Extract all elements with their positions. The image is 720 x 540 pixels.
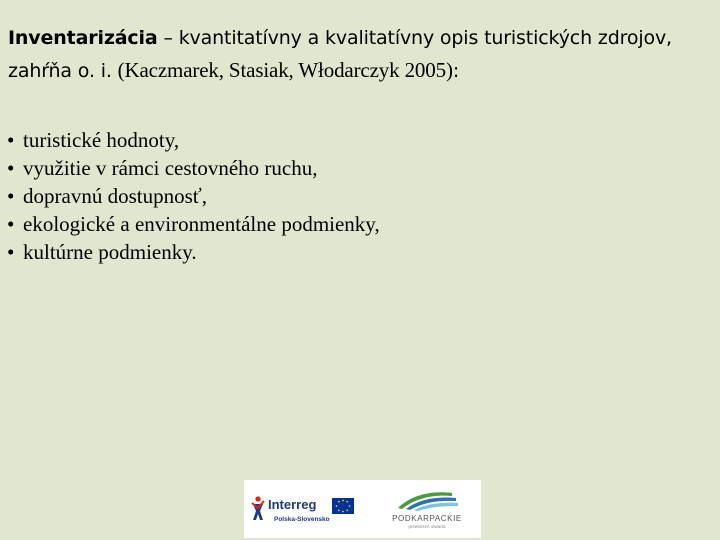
heading-dash: –: [157, 27, 179, 49]
slide-heading: [8, 22, 712, 87]
heading-term: Inventarizácia: [8, 27, 158, 49]
bullet-icon: •: [7, 184, 15, 208]
list-item: [7, 126, 380, 154]
interreg-subtitle: Polska-Slovensko: [274, 516, 330, 523]
interreg-figure-icon: [252, 496, 264, 520]
bullet-icon: •: [7, 156, 15, 180]
eu-flag-icon: [332, 498, 354, 514]
heading-definition: kvantitatívny a kvalitatívny opis turistických zdrojov, zahŕňa o. i.: [8, 27, 672, 82]
bullet-list: [7, 126, 380, 266]
heading-citation: (Kaczmarek, Stasiak, Włodarczyk 2005): [117, 58, 453, 82]
bullet-icon: •: [7, 240, 15, 264]
list-item: [7, 154, 380, 182]
footer-logo-strip: [244, 480, 481, 538]
list-item-text: kultúrne podmienky.: [23, 240, 197, 264]
list-item: [7, 238, 380, 266]
bullet-icon: •: [7, 212, 15, 236]
heading-colon: :: [452, 60, 460, 82]
podkarpackie-wave-icon: [398, 492, 458, 511]
interreg-logo: [250, 490, 360, 530]
list-item-text: turistické hodnoty,: [23, 128, 180, 152]
list-item-text: dopravnú dostupnosť,: [23, 184, 207, 208]
list-item: [7, 182, 380, 210]
podkarpackie-logo: [378, 486, 476, 532]
podkarpackie-tagline: przestrzeń otwarta: [408, 524, 446, 529]
list-item: [7, 210, 380, 238]
bullet-icon: •: [7, 128, 15, 152]
list-item-text: využitie v rámci cestovného ruchu,: [23, 156, 318, 180]
podkarpackie-title: PODKARPACKIE: [392, 514, 462, 523]
interreg-title: Interreg: [268, 497, 317, 512]
list-item-text: ekologické a environmentálne podmienky,: [23, 212, 380, 236]
